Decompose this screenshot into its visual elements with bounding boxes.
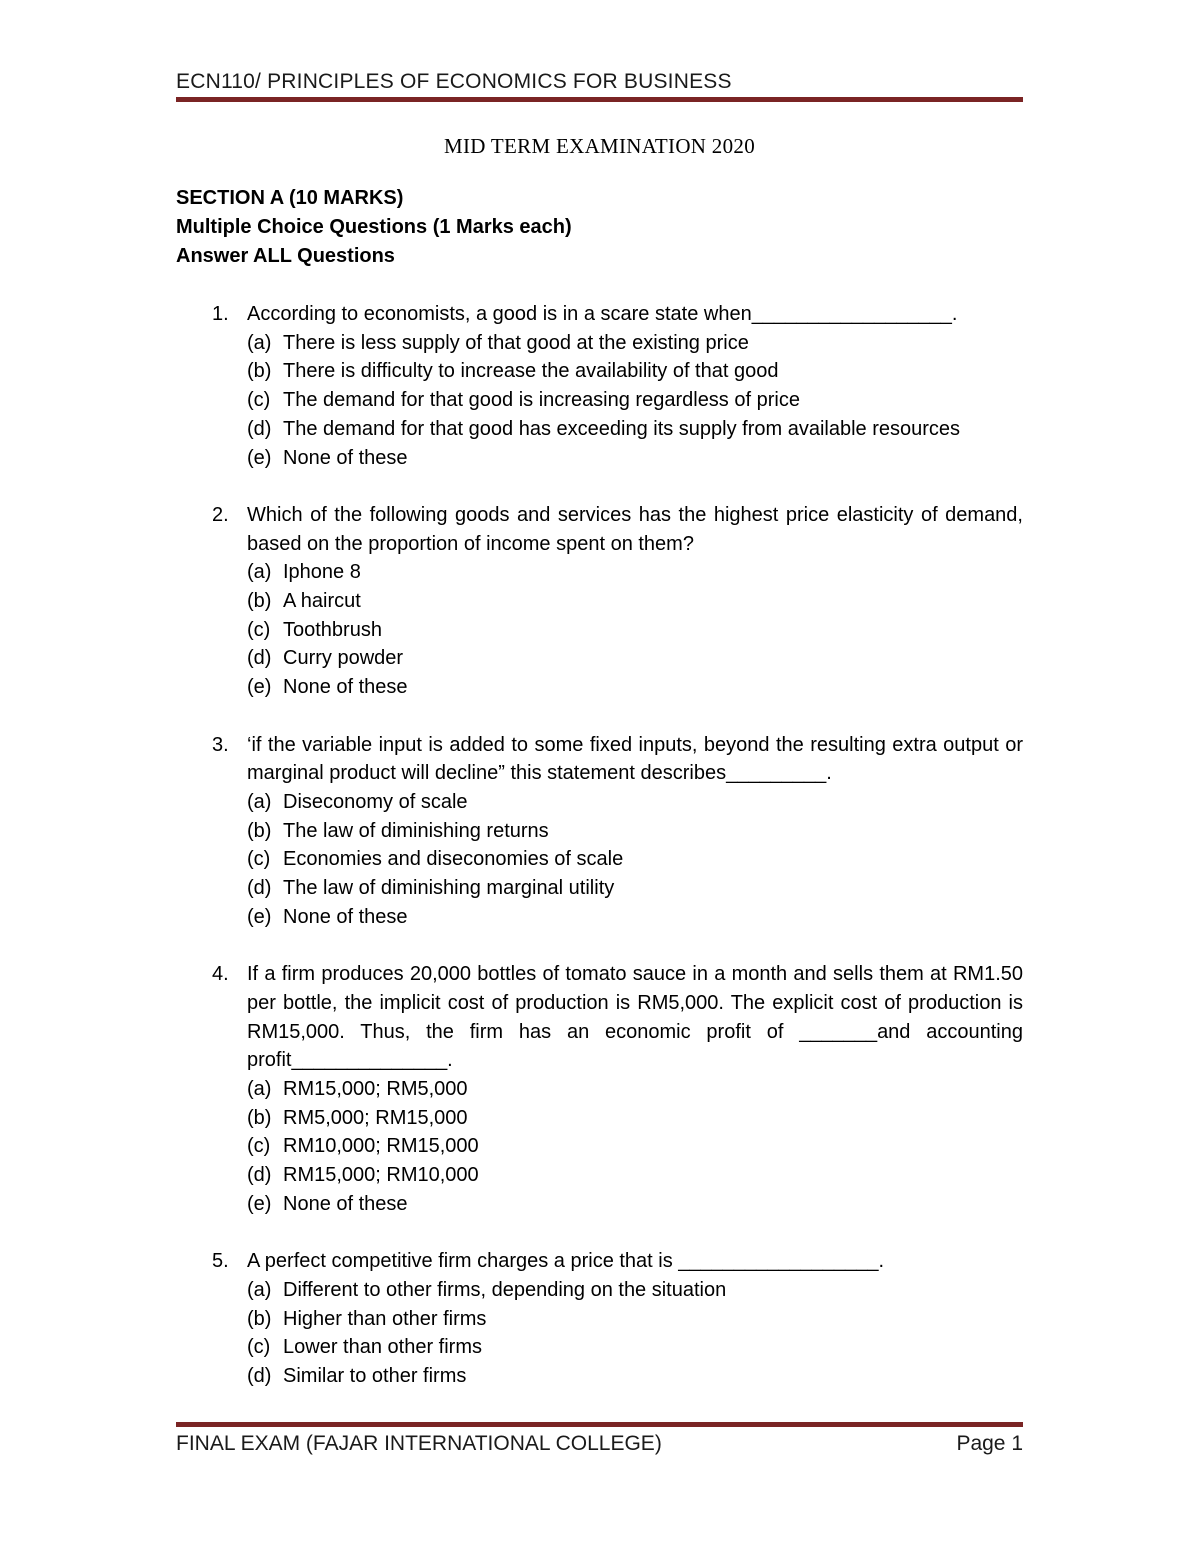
option-c <box>247 1333 1023 1362</box>
option-text: RM5,000; RM15,000 <box>283 1106 468 1129</box>
question-4 <box>176 960 1023 1218</box>
option-letter: (d) <box>247 647 272 670</box>
option-a <box>247 558 1023 587</box>
question-number: 1. <box>212 303 229 325</box>
option-e <box>247 903 1023 932</box>
option-a <box>247 1075 1023 1104</box>
option-text: Toothbrush <box>283 618 382 641</box>
question-list <box>176 300 1023 1419</box>
option-e <box>247 673 1023 702</box>
option-e <box>247 1190 1023 1219</box>
option-text: RM15,000; RM5,000 <box>283 1077 468 1100</box>
option-text: A haircut <box>283 590 361 613</box>
option-text: None of these <box>283 1192 408 1215</box>
option-letter: (d) <box>247 1364 272 1387</box>
option-letter: (a) <box>247 1077 272 1100</box>
option-text: The law of diminishing marginal utility <box>283 877 615 900</box>
section-heading <box>176 184 572 271</box>
option-d <box>247 644 1023 673</box>
option-list <box>247 558 1023 702</box>
option-letter: (c) <box>247 618 271 641</box>
option-d <box>247 1362 1023 1391</box>
page-number: Page 1 <box>956 1432 1023 1455</box>
option-text: The law of diminishing returns <box>283 819 549 842</box>
option-text: There is difficulty to increase the availability of that good <box>283 360 779 383</box>
option-text: None of these <box>283 676 408 699</box>
question-5 <box>176 1247 1023 1391</box>
option-letter: (b) <box>247 1307 272 1330</box>
section-name: SECTION A (10 MARKS) <box>176 187 404 209</box>
question-text: According to economists, a good is in a scare state when__________________. <box>247 303 958 325</box>
option-letter: (d) <box>247 877 272 900</box>
question-text: A perfect competitive firm charges a price that is __________________. <box>247 1250 885 1273</box>
option-text: RM10,000; RM15,000 <box>283 1135 479 1158</box>
option-text: Curry powder <box>283 647 404 670</box>
option-letter: (a) <box>247 790 272 813</box>
option-letter: (d) <box>247 417 272 440</box>
option-text: Diseconomy of scale <box>283 790 468 813</box>
option-list <box>247 1075 1023 1219</box>
option-letter: (b) <box>247 819 272 842</box>
option-c <box>247 1132 1023 1161</box>
option-d <box>247 1161 1023 1190</box>
option-a <box>247 1276 1023 1305</box>
option-d <box>247 874 1023 903</box>
option-a <box>247 329 1023 358</box>
option-c <box>247 845 1023 874</box>
option-b <box>247 1305 1023 1334</box>
footer-divider <box>176 1422 1023 1427</box>
option-letter: (b) <box>247 360 272 383</box>
option-text: The demand for that good has exceeding its supply from available resources <box>283 417 961 440</box>
option-letter: (c) <box>247 848 271 871</box>
page-header-course: ECN110/ PRINCIPLES OF ECONOMICS FOR BUSINESS <box>176 70 732 93</box>
option-list <box>247 329 1023 473</box>
option-b <box>247 1104 1023 1133</box>
option-text: Iphone 8 <box>283 561 361 584</box>
option-letter: (a) <box>247 561 272 584</box>
option-b <box>247 587 1023 616</box>
question-2 <box>176 501 1023 702</box>
option-a <box>247 788 1023 817</box>
option-b <box>247 357 1023 386</box>
option-e <box>247 444 1023 473</box>
section-instruction: Answer ALL Questions <box>176 245 395 267</box>
option-text: Similar to other firms <box>283 1364 467 1387</box>
option-c <box>247 386 1023 415</box>
option-list <box>247 788 1023 932</box>
section-type: Multiple Choice Questions (1 Marks each) <box>176 216 572 238</box>
option-letter: (d) <box>247 1164 272 1187</box>
option-text: None of these <box>283 446 408 469</box>
option-text: Lower than other firms <box>283 1336 482 1359</box>
exam-title: MID TERM EXAMINATION 2020 <box>443 134 755 158</box>
option-letter: (e) <box>247 905 272 928</box>
option-text: Higher than other firms <box>283 1307 487 1330</box>
option-text: There is less supply of that good at the existing price <box>283 331 749 354</box>
question-text: Which of the following goods and services has the highest price elasticity of demand, based on the proportion of income spent on them? <box>247 503 1023 555</box>
option-letter: (c) <box>247 1336 271 1359</box>
option-c <box>247 616 1023 645</box>
option-letter: (a) <box>247 331 272 354</box>
option-list <box>247 1276 1023 1391</box>
question-number: 4. <box>212 963 229 986</box>
option-letter: (e) <box>247 1192 272 1215</box>
option-text: Different to other firms, depending on the situation <box>283 1278 727 1301</box>
header-divider <box>176 97 1023 102</box>
option-letter: (e) <box>247 676 272 699</box>
option-text: The demand for that good is increasing regardless of price <box>283 389 800 412</box>
question-number: 2. <box>212 503 229 526</box>
question-3 <box>176 731 1023 932</box>
option-letter: (b) <box>247 590 272 613</box>
question-number: 5. <box>212 1250 229 1273</box>
option-text: Economies and diseconomies of scale <box>283 848 624 871</box>
option-text: None of these <box>283 905 408 928</box>
question-text: ‘if the variable input is added to some fixed inputs, beyond the resulting extra output or marginal product will decline” this statement describes_________. <box>247 733 1023 785</box>
option-b <box>247 817 1023 846</box>
question-number: 3. <box>212 733 229 756</box>
option-text: RM15,000; RM10,000 <box>283 1164 479 1187</box>
question-1 <box>176 300 1023 472</box>
option-letter: (b) <box>247 1106 272 1129</box>
option-letter: (e) <box>247 446 272 469</box>
page-footer-college: FINAL EXAM (FAJAR INTERNATIONAL COLLEGE) <box>176 1432 662 1455</box>
option-d <box>247 415 1023 444</box>
option-letter: (c) <box>247 389 271 412</box>
option-letter: (c) <box>247 1135 271 1158</box>
question-text: If a firm produces 20,000 bottles of tomato sauce in a month and sells them at RM1.50 per bottle, the implicit cost of production is RM5,000. The explicit cost of production is RM15,000. Thus, the firm has an economic profit of _______and accounting profit______________. <box>247 963 1023 1072</box>
option-letter: (a) <box>247 1278 272 1301</box>
